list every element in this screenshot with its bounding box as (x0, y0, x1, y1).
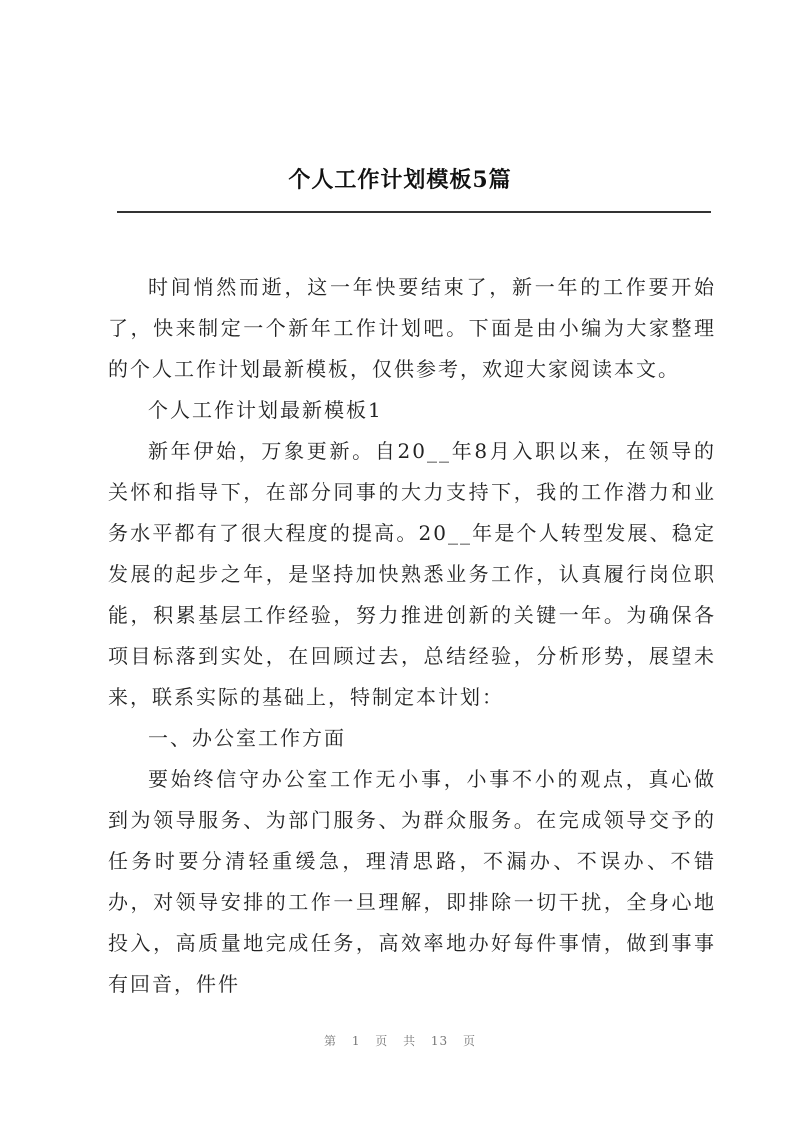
body-paragraph: 新年伊始，万象更新。自20__年8月入职以来，在领导的关怀和指导下，在部分同事的大力支持下，我的工作潜力和业务水平都有了很大程度的提高。20__年是个人转型发展、稳定发展的起步之年，是坚持加快熟悉业务工作，认真履行岗位职能，积累基层工作经验，努力推进创新的关键一年。为确保各项目标落到实处，在回顾过去，总结经验，分析形势，展望未来，联系实际的基础上，特制定本计划： (108, 439, 716, 709)
section-heading-template-1: 个人工作计划最新模板1 (148, 398, 383, 422)
intro-paragraph: 时间悄然而逝，这一年快要结束了，新一年的工作要开始了，快来制定一个新年工作计划吧。下面是由小编为大家整理的个人工作计划最新模板，仅供参考，欢迎大家阅读本文。 (108, 275, 716, 381)
section-heading-office-work: 一、办公室工作方面 (148, 726, 346, 750)
title-divider (117, 211, 711, 213)
body-paragraph-office: 要始终信守办公室工作无小事，小事不小的观点，真心做到为领导服务、为部门服务、为群众服务。在完成领导交予的任务时要分清轻重缓急，理清思路，不漏办、不误办、不错办，对领导安排的工作一旦理解，即排除一切干扰，全身心地投入，高质量地完成任务，高效率地办好每件事情，做到事事有回音，件件 (108, 767, 716, 996)
document-title: 个人工作计划模板5篇 (288, 167, 512, 193)
document-body (108, 267, 716, 1005)
page-footer: 第 1 页 共 13 页 (324, 1034, 476, 1048)
